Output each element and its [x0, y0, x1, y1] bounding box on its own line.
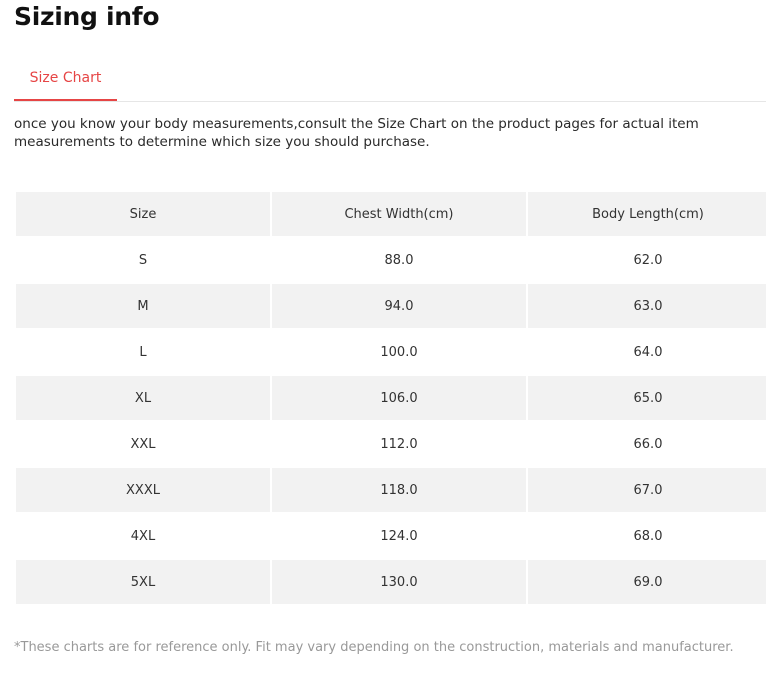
table-row: [16, 514, 766, 558]
size-cell: 4XL: [16, 514, 270, 558]
tab-bar: [14, 62, 766, 102]
size-cell: M: [16, 284, 270, 328]
column-header-chest-width: Chest Width(cm): [272, 192, 526, 236]
column-header-size: Size: [16, 192, 270, 236]
size-cell: L: [16, 330, 270, 374]
chest-width-cell: 100.0: [272, 330, 526, 374]
chest-width-cell: 112.0: [272, 422, 526, 466]
body-length-cell: 69.0: [528, 560, 766, 604]
size-cell: XL: [16, 376, 270, 420]
size-cell: 5XL: [16, 560, 270, 604]
body-length-cell: 62.0: [528, 238, 766, 282]
size-cell: XXL: [16, 422, 270, 466]
table-row: [16, 330, 766, 374]
tab-size-chart[interactable]: Size Chart: [14, 62, 117, 101]
table-row: [16, 560, 766, 604]
chest-width-cell: 130.0: [272, 560, 526, 604]
column-header-body-length: Body Length(cm): [528, 192, 766, 236]
chest-width-cell: 124.0: [272, 514, 526, 558]
chest-width-cell: 118.0: [272, 468, 526, 512]
body-length-cell: 65.0: [528, 376, 766, 420]
chest-width-cell: 94.0: [272, 284, 526, 328]
body-length-cell: 68.0: [528, 514, 766, 558]
chest-width-cell: 88.0: [272, 238, 526, 282]
table-row: [16, 238, 766, 282]
size-cell: S: [16, 238, 270, 282]
size-cell: XXXL: [16, 468, 270, 512]
body-length-cell: 67.0: [528, 468, 766, 512]
body-length-cell: 64.0: [528, 330, 766, 374]
table-row: [16, 422, 766, 466]
intro-text: once you know your body measurements,consult the Size Chart on the product pages for actual item measurements to determine which size you should purchase.: [14, 116, 699, 150]
table-row: [16, 468, 766, 512]
chest-width-cell: 106.0: [272, 376, 526, 420]
size-chart-table: [14, 190, 766, 606]
table-header-row: [16, 192, 766, 236]
table-row: [16, 284, 766, 328]
table-row: [16, 376, 766, 420]
page-title: Sizing info: [14, 2, 160, 31]
body-length-cell: 63.0: [528, 284, 766, 328]
body-length-cell: 66.0: [528, 422, 766, 466]
disclaimer-footnote: *These charts are for reference only. Fit may vary depending on the construction, materials and manufacturer.: [14, 640, 734, 655]
